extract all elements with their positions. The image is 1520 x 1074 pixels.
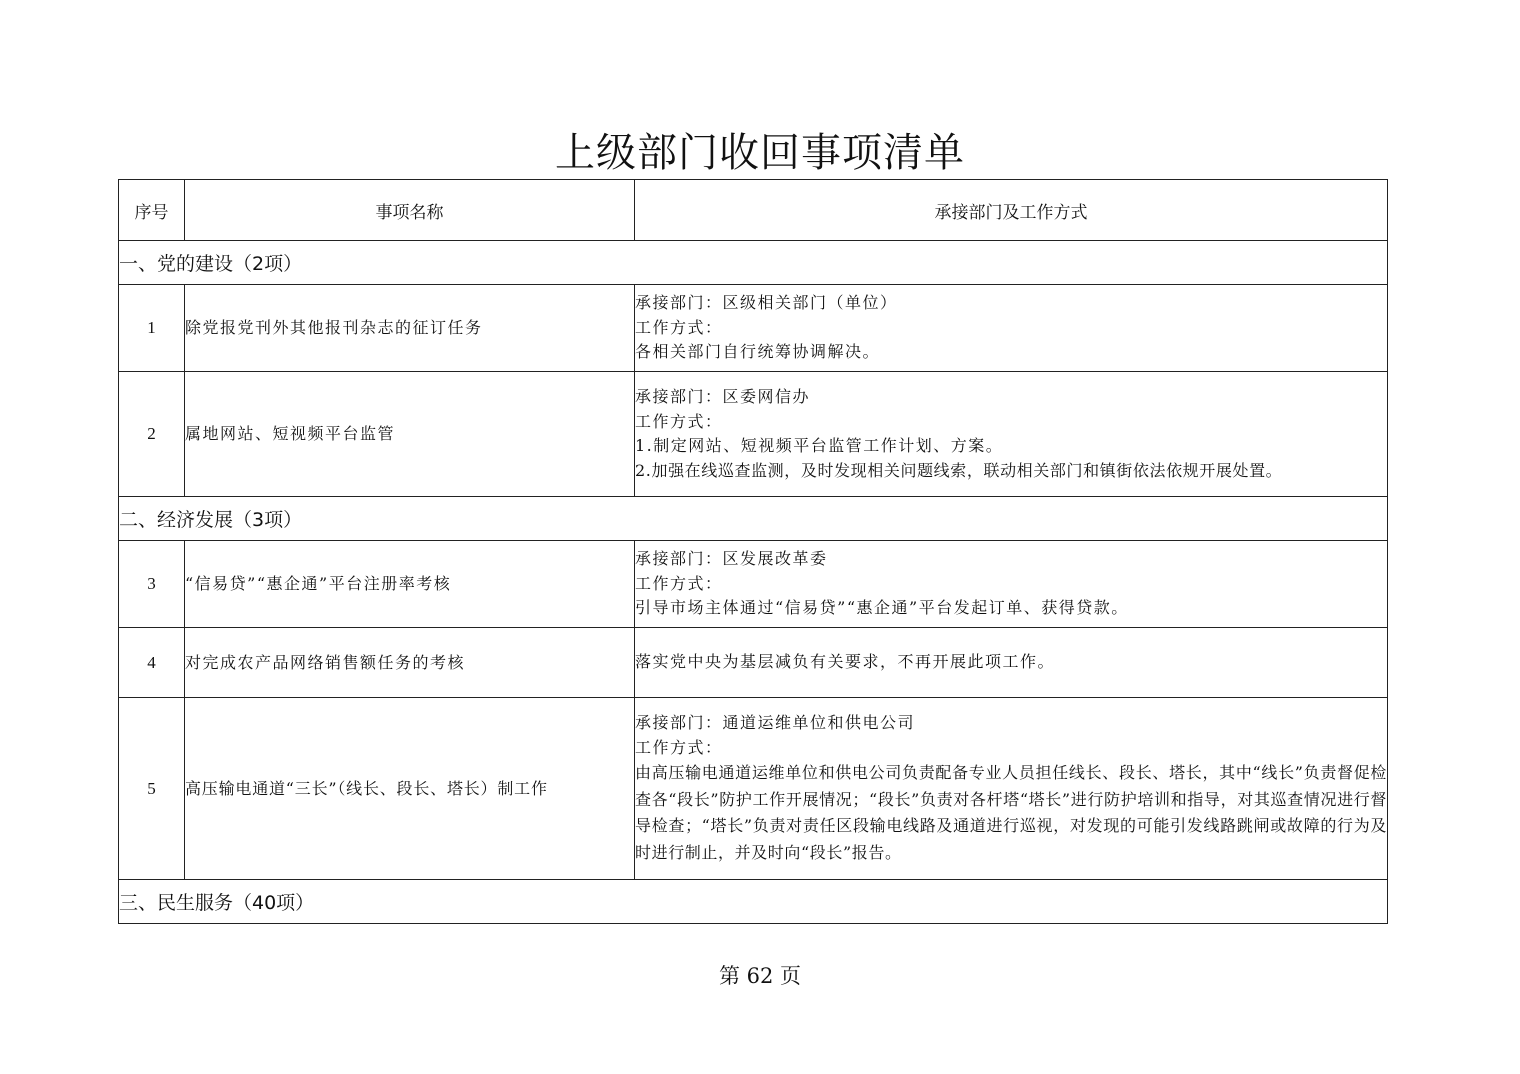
detail-line: 工作方式： (635, 573, 723, 593)
row-index: 3 (119, 541, 185, 628)
row-item-name: “信易贷”“惠企通”平台注册率考核 (185, 541, 635, 628)
detail-line: 1.制定网站、短视频平台监管工作计划、方案。 (635, 436, 1004, 455)
row-index: 2 (119, 372, 185, 497)
detail-line: 承接部门：区发展改革委 (635, 549, 828, 569)
section-row (119, 241, 1388, 285)
row-detail (635, 698, 1388, 880)
row-detail (635, 628, 1388, 698)
detail-line: 工作方式： (635, 411, 723, 431)
section-title: 三、民生服务（40项） (119, 880, 1388, 924)
section-title: 一、党的建设（2项） (119, 241, 1388, 285)
table-row (119, 698, 1388, 880)
section-row (119, 880, 1388, 924)
items-table (118, 179, 1388, 924)
detail-line: 由高压输电通道运维单位和供电公司负责配备专业人员担任线长、段长、塔长，其中“线长”负责督促检查各“段长”防护工作开展情况；“段长”负责对各杆塔“塔长”进行防护培训和指导，对其巡查情况进行督导检查；“塔长”负责对责任区段输电线路及通道进行巡视，对发现的可能引发线路跳闸或故障的行为及时进行制止，并及时向“段长”报告。 (635, 763, 1387, 862)
detail-line: 各相关部门自行统筹协调解决。 (635, 342, 881, 362)
row-item-name: 除党报党刊外其他报刊杂志的征订任务 (185, 285, 635, 372)
detail-line: 落实党中央为基层减负有关要求，不再开展此项工作。 (635, 652, 1056, 672)
table-row (119, 285, 1388, 372)
detail-line: 工作方式： (635, 737, 723, 757)
table-row (119, 628, 1388, 698)
page-number: 第 62 页 (718, 964, 802, 988)
detail-line: 工作方式： (635, 317, 723, 337)
row-item-name: 对完成农产品网络销售额任务的考核 (185, 628, 635, 698)
table-row (119, 372, 1388, 497)
detail-line: 承接部门：区级相关部门（单位） (635, 293, 898, 313)
header-department-method: 承接部门及工作方式 (635, 180, 1388, 241)
row-detail (635, 541, 1388, 628)
row-detail (635, 285, 1388, 372)
detail-line: 引导市场主体通过“信易贷”“惠企通”平台发起订单、获得贷款。 (635, 598, 1129, 618)
section-title: 二、经济发展（3项） (119, 497, 1388, 541)
row-index: 1 (119, 285, 185, 372)
row-item-name: 属地网站、短视频平台监管 (185, 372, 635, 497)
detail-line: 承接部门：通道运维单位和供电公司 (635, 713, 916, 732)
row-index: 5 (119, 698, 185, 880)
row-index: 4 (119, 628, 185, 698)
row-detail (635, 372, 1388, 497)
header-item-name: 事项名称 (185, 180, 635, 241)
table-header-row (119, 180, 1388, 241)
header-index: 序号 (119, 180, 185, 241)
section-row (119, 497, 1388, 541)
row-item-name: 高压输电通道“三长”（线长、段长、塔长）制工作 (185, 698, 635, 880)
document-title: 上级部门收回事项清单 (555, 130, 965, 176)
detail-line: 2.加强在线巡查监测，及时发现相关问题线索，联动相关部门和镇街依法依规开展处置。 (635, 460, 1283, 480)
table-row (119, 541, 1388, 628)
detail-line: 承接部门：区委网信办 (635, 387, 811, 406)
